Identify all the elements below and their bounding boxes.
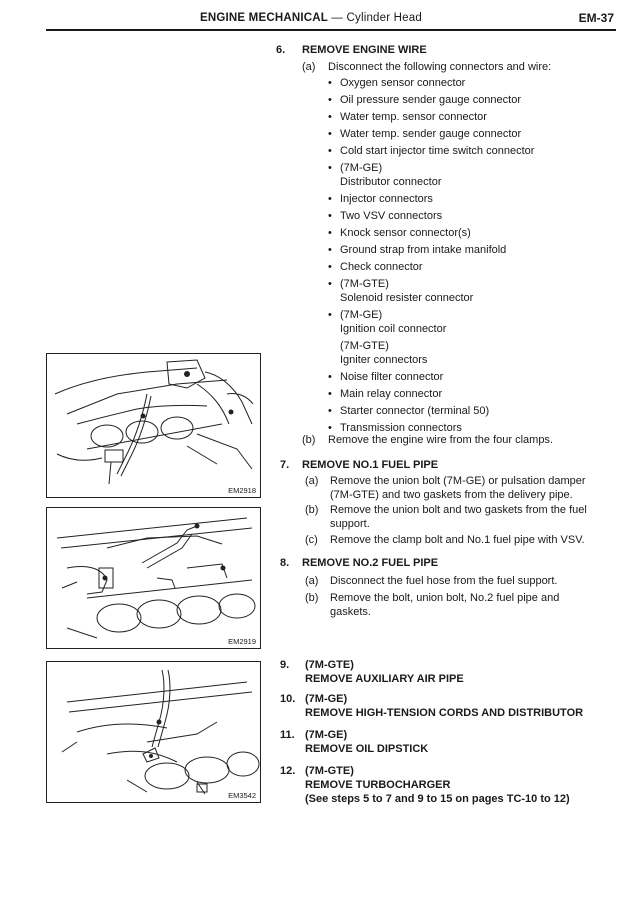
list-item-text: Injector connectors — [340, 193, 433, 205]
section-title-rest: — Cylinder Head — [328, 12, 422, 24]
list-item-text: Oil pressure sender gauge connector — [340, 94, 521, 106]
figure-code: EM2918 — [228, 486, 256, 495]
list-item — [328, 93, 534, 107]
list-item — [328, 127, 534, 141]
step-6-number: 6. — [276, 44, 286, 56]
list-item-text: Starter connector (terminal 50) — [340, 405, 490, 417]
step-8b-line1: Remove the bolt, union bolt, No.2 fuel pipe and — [330, 592, 560, 604]
list-item-text: Distributor connector — [340, 176, 442, 188]
step-7b-line1: Remove the union bolt and two gaskets from the fuel — [330, 504, 587, 516]
step-12-title: REMOVE TURBOCHARGER — [305, 779, 451, 791]
step-10-number: 10. — [280, 693, 296, 705]
step-10-variant: (7M-GE) — [305, 693, 348, 705]
figure-no1-fuel-pipe — [46, 507, 261, 649]
figure-code: EM2919 — [228, 637, 256, 646]
step-6a-text: Disconnect the following connectors and wire: — [328, 61, 552, 73]
step-6-title: REMOVE ENGINE WIRE — [302, 44, 427, 56]
list-item — [328, 161, 534, 189]
step-8-number: 8. — [280, 557, 290, 569]
list-item — [328, 404, 534, 418]
list-item-text: Two VSV connectors — [340, 210, 443, 222]
list-item-text: Transmission connectors — [340, 422, 462, 434]
list-item — [328, 209, 534, 223]
connector-list — [328, 76, 534, 438]
fuel-pipe-illustration — [47, 508, 260, 648]
list-item-text: Cold start injector time switch connector — [340, 145, 535, 157]
list-item — [328, 76, 534, 90]
figure-no2-fuel-pipe — [46, 661, 261, 803]
step-9-number: 9. — [280, 659, 290, 671]
step-8a-letter: (a) — [305, 575, 319, 587]
list-item-text: Ignition coil connector — [340, 323, 447, 335]
list-item — [328, 192, 534, 206]
figure-engine-wire — [46, 353, 261, 498]
list-item — [328, 110, 534, 124]
step-12-reference: (See steps 5 to 7 and 9 to 15 on pages TC-10 to 12) — [305, 793, 570, 805]
step-7b-line2: support. — [330, 518, 370, 530]
step-12-number: 12. — [280, 765, 296, 777]
step-8b-letter: (b) — [305, 592, 319, 604]
step-9-title: REMOVE AUXILIARY AIR PIPE — [305, 673, 464, 685]
step-7c-text: Remove the clamp bolt and No.1 fuel pipe with VSV. — [330, 534, 585, 546]
step-7c-letter: (c) — [305, 534, 318, 546]
step-8-title: REMOVE NO.2 FUEL PIPE — [302, 557, 439, 569]
step-11-number: 11. — [280, 729, 295, 741]
list-item-text: Main relay connector — [340, 388, 443, 400]
engine-wire-illustration — [47, 354, 260, 497]
list-item — [328, 243, 534, 257]
list-item-text: Solenoid resister connector — [340, 292, 474, 304]
step-7a-letter: (a) — [305, 475, 319, 487]
list-item — [328, 387, 534, 401]
step-7a-line1: Remove the union bolt (7M-GE) or pulsation damper — [330, 475, 586, 487]
header-rule — [46, 29, 616, 31]
step-9-variant: (7M-GTE) — [305, 659, 354, 671]
list-item-text: Water temp. sender gauge connector — [340, 128, 522, 140]
step-11-variant: (7M-GE) — [305, 729, 348, 741]
list-item — [328, 277, 534, 305]
list-item — [328, 226, 534, 240]
step-7-number: 7. — [280, 459, 290, 471]
step-6b-letter: (b) — [302, 434, 316, 446]
step-11-title: REMOVE OIL DIPSTICK — [305, 743, 429, 755]
step-8b-line2: gaskets. — [330, 606, 371, 618]
step-12-variant: (7M-GTE) — [305, 765, 354, 777]
list-item-text: Noise filter connector — [340, 371, 444, 383]
step-6a-letter: (a) — [302, 61, 316, 73]
list-item — [328, 308, 534, 367]
list-item-text: (7M-GTE) — [340, 340, 389, 352]
list-item-text: Ground strap from intake manifold — [340, 244, 507, 256]
figure-code: EM3542 — [228, 791, 256, 800]
list-item-text: Water temp. sensor connector — [340, 111, 487, 123]
list-item-text: (7M-GTE) — [340, 278, 389, 290]
list-item — [328, 260, 534, 274]
list-item — [328, 370, 534, 384]
list-item-text: Check connector — [340, 261, 423, 273]
list-item-text: (7M-GE) — [340, 162, 383, 174]
step-10-title: REMOVE HIGH-TENSION CORDS AND DISTRIBUTOR — [305, 707, 584, 719]
section-title-bold: ENGINE MECHANICAL — [200, 12, 328, 24]
list-item — [328, 144, 534, 158]
fuel-pipe-2-illustration — [47, 662, 260, 802]
list-item-text: Knock sensor connector(s) — [340, 227, 471, 239]
list-item-text: Igniter connectors — [340, 354, 428, 366]
step-6b-text: Remove the engine wire from the four clamps. — [328, 434, 553, 446]
page-number: EM-37 — [578, 11, 614, 25]
list-item-text: Oxygen sensor connector — [340, 77, 466, 89]
list-item-text: (7M-GE) — [340, 309, 383, 321]
step-7a-line2: (7M-GTE) and two gaskets from the delivery pipe. — [330, 489, 573, 501]
section-title — [200, 12, 422, 24]
step-8a-text: Disconnect the fuel hose from the fuel support. — [330, 575, 558, 587]
step-7-title: REMOVE NO.1 FUEL PIPE — [302, 459, 439, 471]
step-7b-letter: (b) — [305, 504, 319, 516]
